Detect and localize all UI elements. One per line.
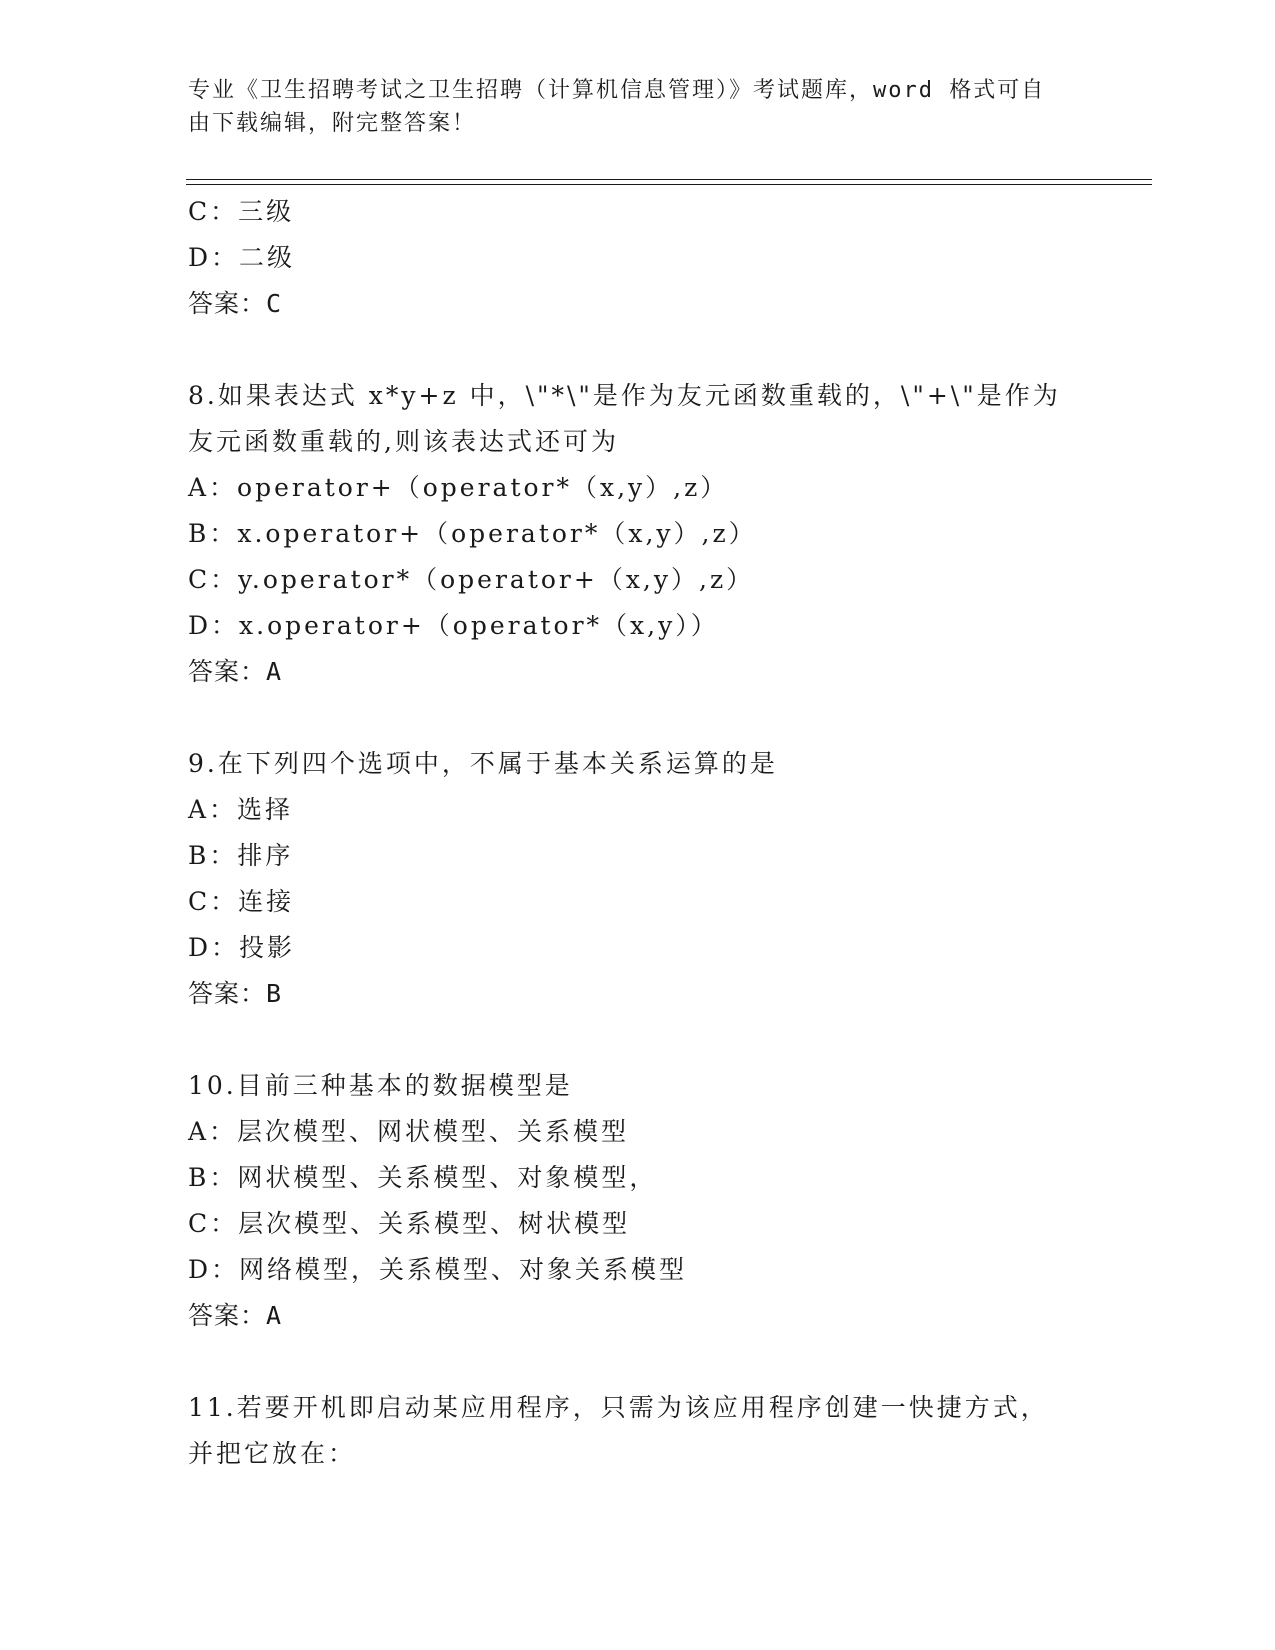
question-text-cont: 并把它放在：	[188, 1439, 357, 1468]
question-text: 10.目前三种基本的数据模型是	[188, 1071, 573, 1100]
header-line-2: 由下载编辑，附完整答案！	[188, 111, 477, 136]
option-b: B：网状模型、关系模型、对象模型，	[188, 1163, 658, 1192]
question-text: 8.如果表达式 x*y+z 中，\"*\"是作为友元函数重载的，\"+\"是作为	[188, 381, 1061, 410]
question-list	[188, 189, 1068, 1477]
question-text-cont: 友元函数重载的,则该表达式还可为	[188, 427, 619, 456]
option-c: C：连接	[188, 887, 295, 916]
question-7-tail	[188, 189, 1068, 327]
spacer	[188, 1017, 1068, 1063]
document-header	[188, 74, 1068, 140]
header-divider-top	[186, 179, 1152, 180]
option-b: B：排序	[188, 841, 294, 870]
question-11	[188, 1385, 1068, 1477]
option-c: C：三级	[188, 197, 295, 226]
spacer	[188, 327, 1068, 373]
spacer	[188, 1339, 1068, 1385]
option-c: C：y.operator*（operator+（x,y）,z）	[188, 565, 755, 594]
option-d: D：x.operator+（operator*（x,y））	[188, 611, 719, 640]
header-divider-bottom	[186, 184, 1152, 185]
option-d: D：投影	[188, 933, 296, 962]
spacer	[188, 695, 1068, 741]
question-text: 9.在下列四个选项中，不属于基本关系运算的是	[188, 749, 778, 778]
option-b: B：x.operator+（operator*（x,y）,z）	[188, 519, 757, 548]
answer-line: 答案：C	[188, 289, 283, 318]
question-text: 11.若要开机即启动某应用程序，只需为该应用程序创建一快捷方式，	[188, 1393, 1049, 1422]
option-c: C：层次模型、关系模型、树状模型	[188, 1209, 631, 1238]
option-a: A：operator+（operator*（x,y）,z）	[188, 473, 729, 502]
answer-line: 答案：B	[188, 979, 283, 1008]
option-a: A：层次模型、网状模型、关系模型	[188, 1117, 630, 1146]
answer-line: 答案：A	[188, 657, 283, 686]
answer-line: 答案：A	[188, 1301, 283, 1330]
option-a: A：选择	[188, 795, 294, 824]
header-line-1: 专业《卫生招聘考试之卫生招聘（计算机信息管理）》考试题库，word 格式可自	[188, 78, 1046, 103]
question-10	[188, 1063, 1068, 1339]
option-d: D：二级	[188, 243, 296, 272]
question-8	[188, 373, 1068, 695]
question-9	[188, 741, 1068, 1017]
option-d: D：网络模型，关系模型、对象关系模型	[188, 1255, 688, 1284]
